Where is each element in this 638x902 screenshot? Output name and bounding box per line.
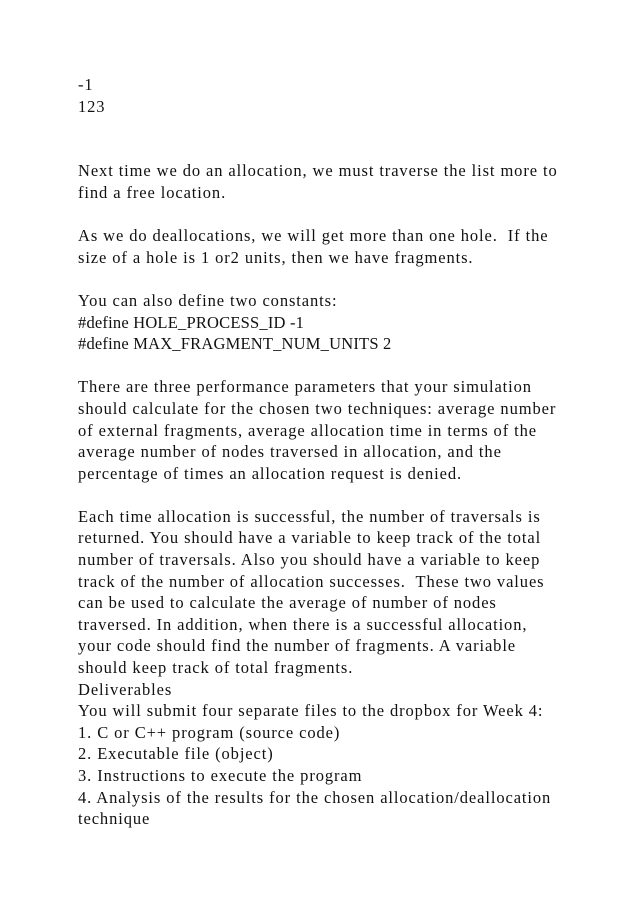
paragraph-gap bbox=[78, 355, 618, 377]
text-line: returned. You should have a variable to keep track of the total bbox=[78, 528, 542, 548]
paragraph-gap bbox=[78, 484, 618, 506]
list-item: 3. Instructions to execute the program bbox=[78, 766, 363, 785]
text-line: track of the number of allocation successes. These two values bbox=[78, 571, 545, 591]
text-line: should keep track of total fragments. bbox=[78, 658, 354, 678]
text-line: Each time allocation is successful, the number of traversals is bbox=[78, 506, 541, 526]
paragraph-performance bbox=[78, 376, 618, 484]
text-line: average number of nodes traversed in allocation, and the bbox=[78, 442, 502, 462]
text-line: percentage of times an allocation request is denied. bbox=[78, 463, 463, 483]
list-item: 1. C or C++ program (source code) bbox=[78, 722, 341, 742]
deliverables-heading: Deliverables bbox=[78, 679, 173, 699]
text-line: your code should find the number of fragments. A variable bbox=[78, 636, 517, 656]
text-line: of external fragments, average allocation time in terms of the bbox=[78, 420, 537, 440]
text-line: size of a hole is 1 or2 units, then we have fragments. bbox=[78, 247, 474, 267]
list-item: 2. Executable file (object) bbox=[78, 744, 274, 764]
text-line: You will submit four separate files to the dropbox for Week 4: bbox=[78, 701, 544, 721]
text-line: can be used to calculate the average of number of nodes bbox=[78, 593, 497, 613]
text-line: traversed. In addition, when there is a successful allocation, bbox=[78, 614, 528, 634]
deliverables-section bbox=[78, 679, 618, 830]
list-item: technique bbox=[78, 809, 151, 829]
paragraph-gap bbox=[78, 204, 618, 226]
code-line: #define MAX_FRAGMENT_NUM_UNITS 2 bbox=[78, 334, 392, 354]
paragraph-gap bbox=[78, 117, 618, 160]
paragraph-deallocations bbox=[78, 225, 618, 268]
text-line: There are three performance parameters that your simulation bbox=[78, 377, 532, 397]
text-line: 123 bbox=[78, 96, 106, 116]
paragraph-constants bbox=[78, 290, 618, 355]
paragraph-next-time bbox=[78, 160, 618, 203]
text-line: should calculate for the chosen two techniques: average number bbox=[78, 398, 557, 418]
paragraph-each-time bbox=[78, 506, 618, 679]
list-item: 4. Analysis of the results for the chosen allocation/deallocation bbox=[78, 787, 552, 807]
text-line: You can also define two constants: bbox=[78, 290, 338, 310]
text-line: find a free location. bbox=[78, 182, 227, 202]
code-line: #define HOLE_PROCESS_ID -1 bbox=[78, 312, 305, 332]
text-line: As we do deallocations, we will get more than one hole. If the bbox=[78, 226, 549, 246]
text-line: -1 bbox=[78, 75, 94, 94]
document-body bbox=[78, 74, 618, 830]
paragraph-gap bbox=[78, 268, 618, 290]
text-line: number of traversals. Also you should have a variable to keep bbox=[78, 550, 541, 570]
text-line: Next time we do an allocation, we must traverse the list more to bbox=[78, 161, 558, 181]
